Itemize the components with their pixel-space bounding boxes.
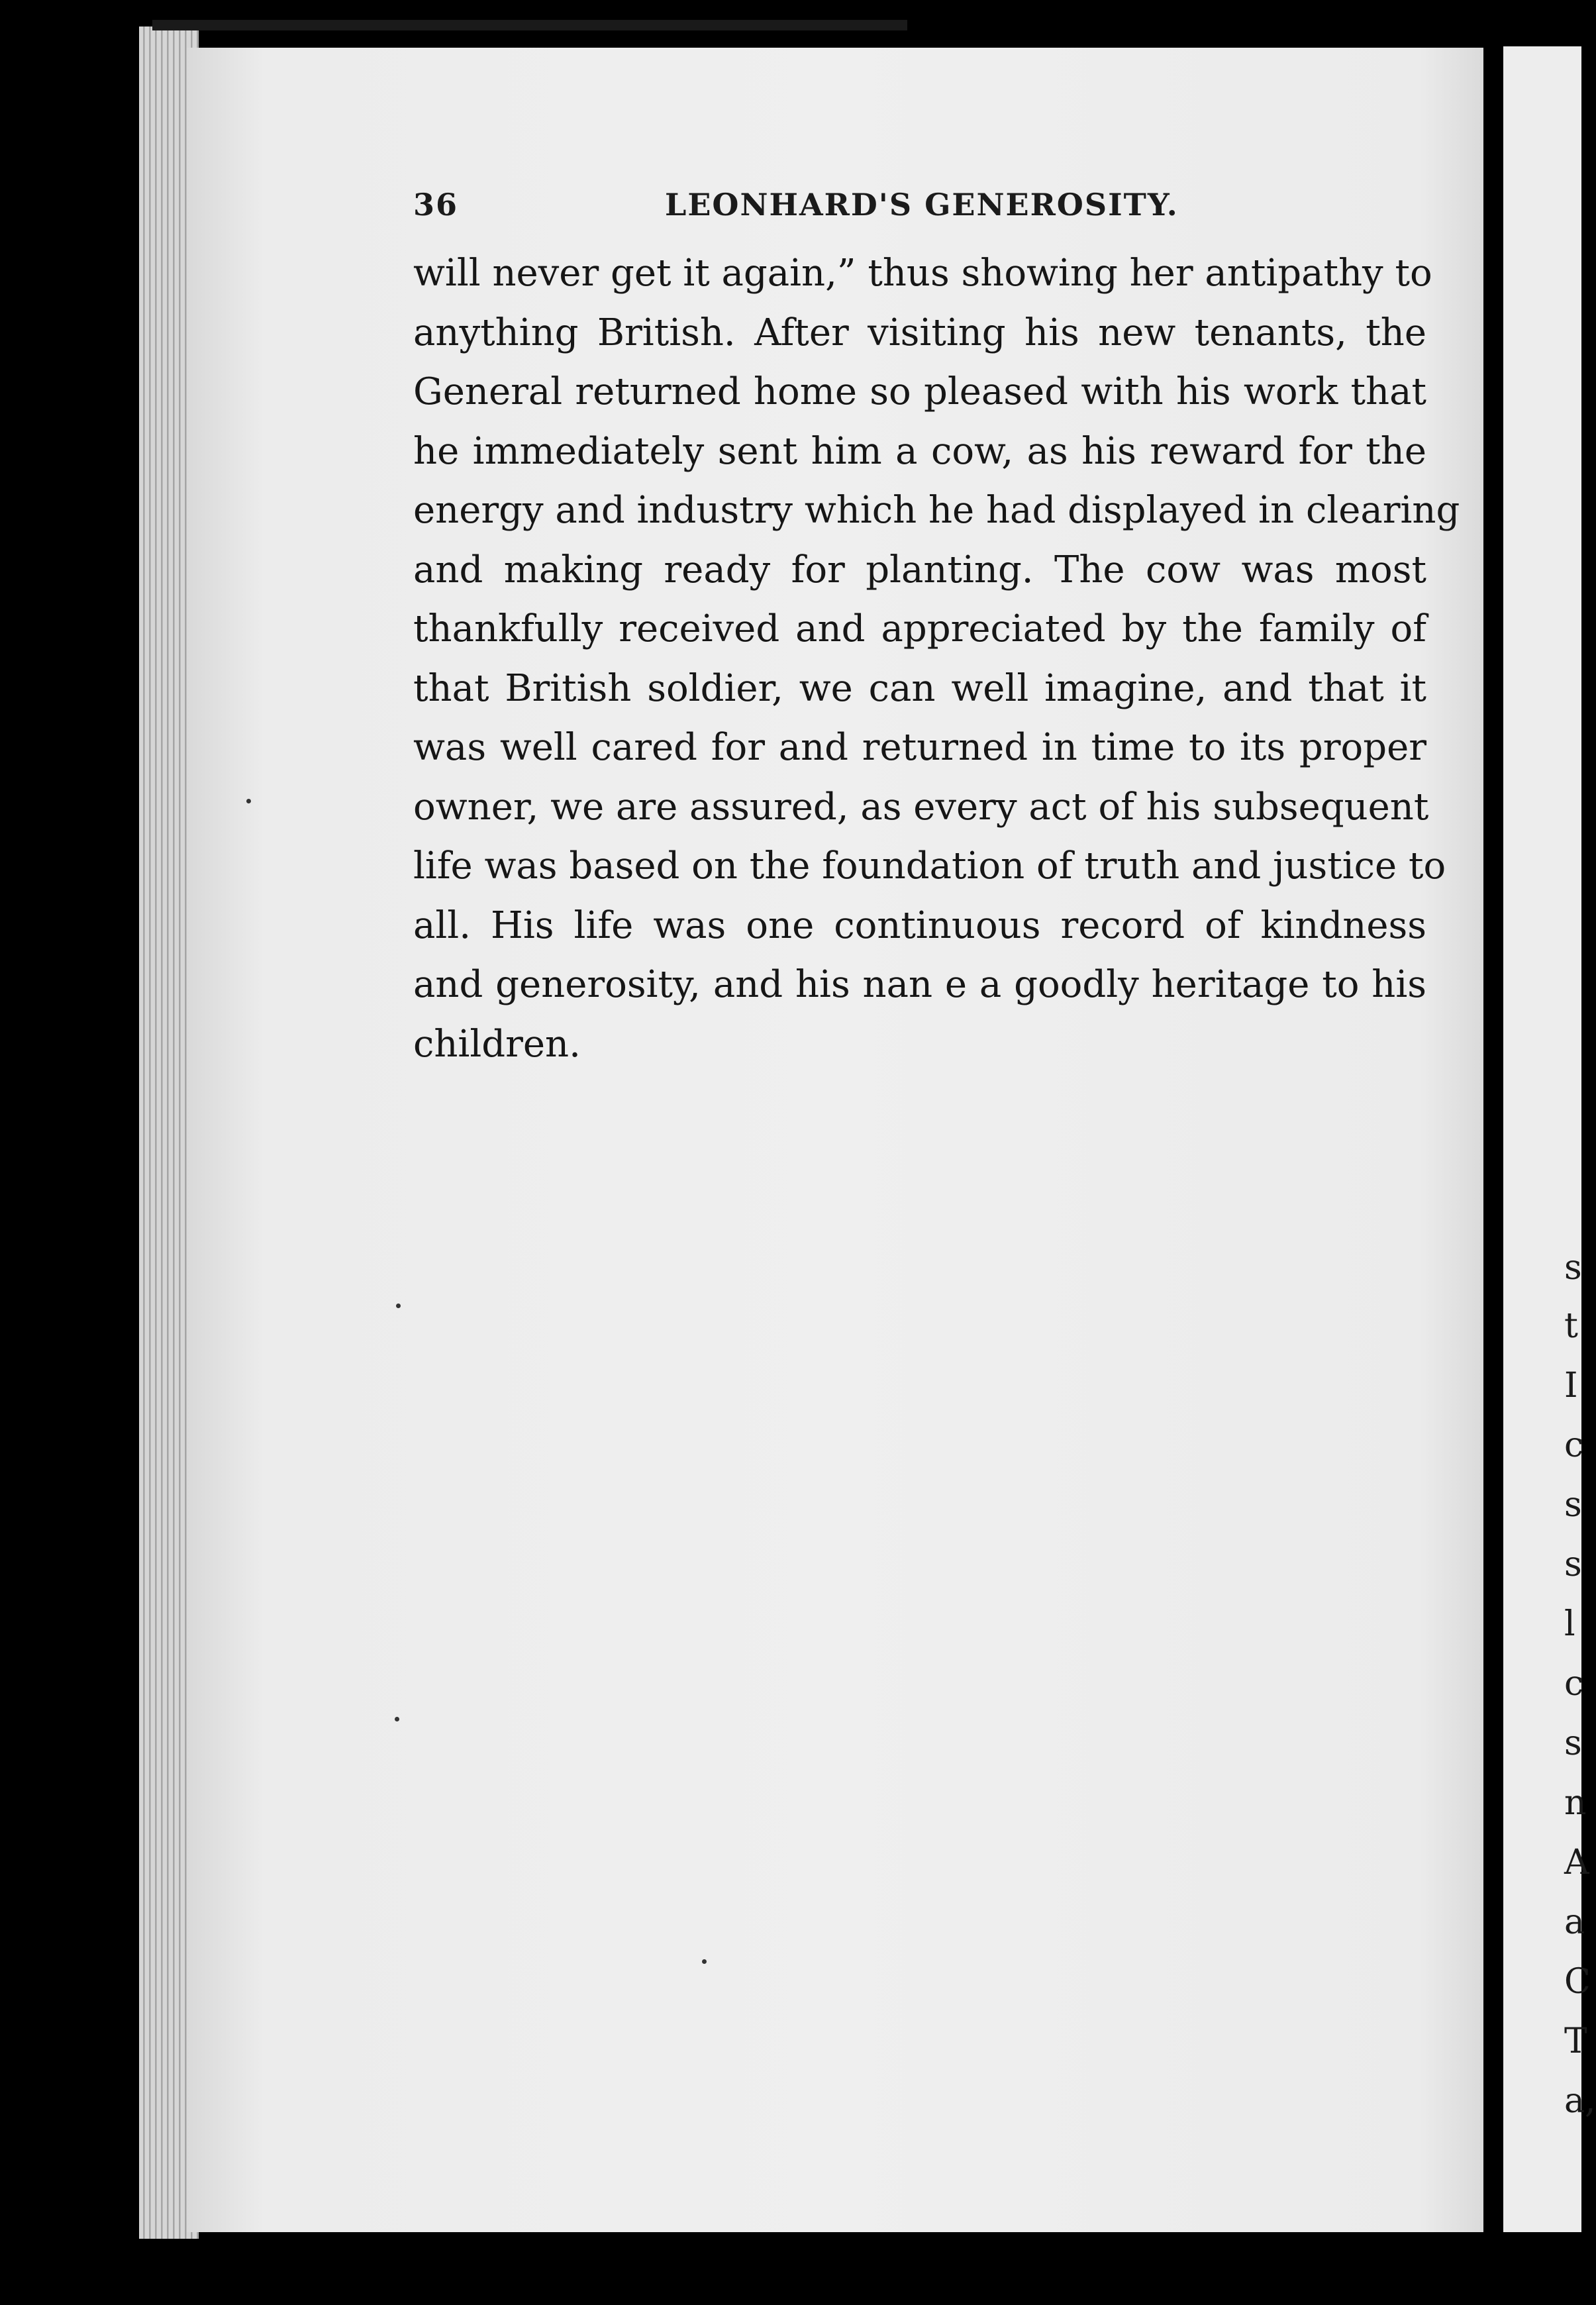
page-gutter [1483, 0, 1503, 2305]
facing-page-fragment: c [1564, 1664, 1584, 1704]
facing-page-fragment: I [1564, 1366, 1578, 1406]
page-number: 36 [413, 187, 459, 223]
running-title: LEONHARD'S GENEROSITY. [665, 187, 1179, 223]
text-line: and making ready for planting. The cow was most [413, 548, 1426, 591]
top-binding-edge [152, 20, 907, 30]
facing-page-fragment: A [1564, 1843, 1589, 1882]
dust-speck [246, 799, 251, 803]
facing-page-fragment: s [1564, 1485, 1582, 1525]
facing-page-fragment: c [1564, 1425, 1584, 1465]
facing-page-fragment: n [1564, 1783, 1587, 1823]
facing-page-fragment: s [1564, 1248, 1582, 1288]
text-line: that British soldier, we can well imagine, and that it [413, 666, 1426, 710]
dust-speck [396, 1304, 401, 1308]
text-line: life was based on the foundation of truth and justice to [413, 845, 1446, 888]
text-line: all. His life was one continuous record of kindness [413, 903, 1426, 947]
facing-page-fragment: C [1564, 1962, 1591, 2002]
body-paragraph [413, 244, 1460, 1074]
page-header [413, 187, 1201, 240]
text-line: thankfully received and appreciated by the family of [413, 607, 1426, 650]
facing-page-fragment: s [1564, 1723, 1582, 1763]
facing-page-fragment: a, [1564, 2081, 1596, 2121]
text-line: and generosity, and his nan e a goodly heritage to his [413, 963, 1426, 1006]
text-line: anything British. After visiting his new tenants, the [413, 311, 1426, 354]
facing-page-fragment: t [1564, 1306, 1578, 1346]
facing-page-fragment: T [1564, 2022, 1587, 2061]
text-line: will never get it again,” thus showing her antipathy to [413, 252, 1432, 295]
dust-speck [395, 1717, 399, 1721]
text-line: energy and industry which he had displayed in clearing [413, 489, 1460, 532]
facing-page-fragment: l [1564, 1604, 1575, 1644]
dust-speck [702, 1959, 707, 1964]
text-line: General returned home so pleased with his work that [413, 370, 1426, 413]
facing-page-fragment: s [1564, 1545, 1582, 1584]
facing-page-strip [1503, 46, 1596, 2232]
text-line: owner, we are assured, as every act of his subsequent [413, 785, 1429, 829]
text-line: was well cared for and returned in time to its proper [413, 726, 1426, 769]
text-line: he immediately sent him a cow, as his reward for the [413, 429, 1426, 473]
text-line: children. [413, 1022, 581, 1066]
facing-page-fragment: a [1564, 1902, 1585, 1942]
